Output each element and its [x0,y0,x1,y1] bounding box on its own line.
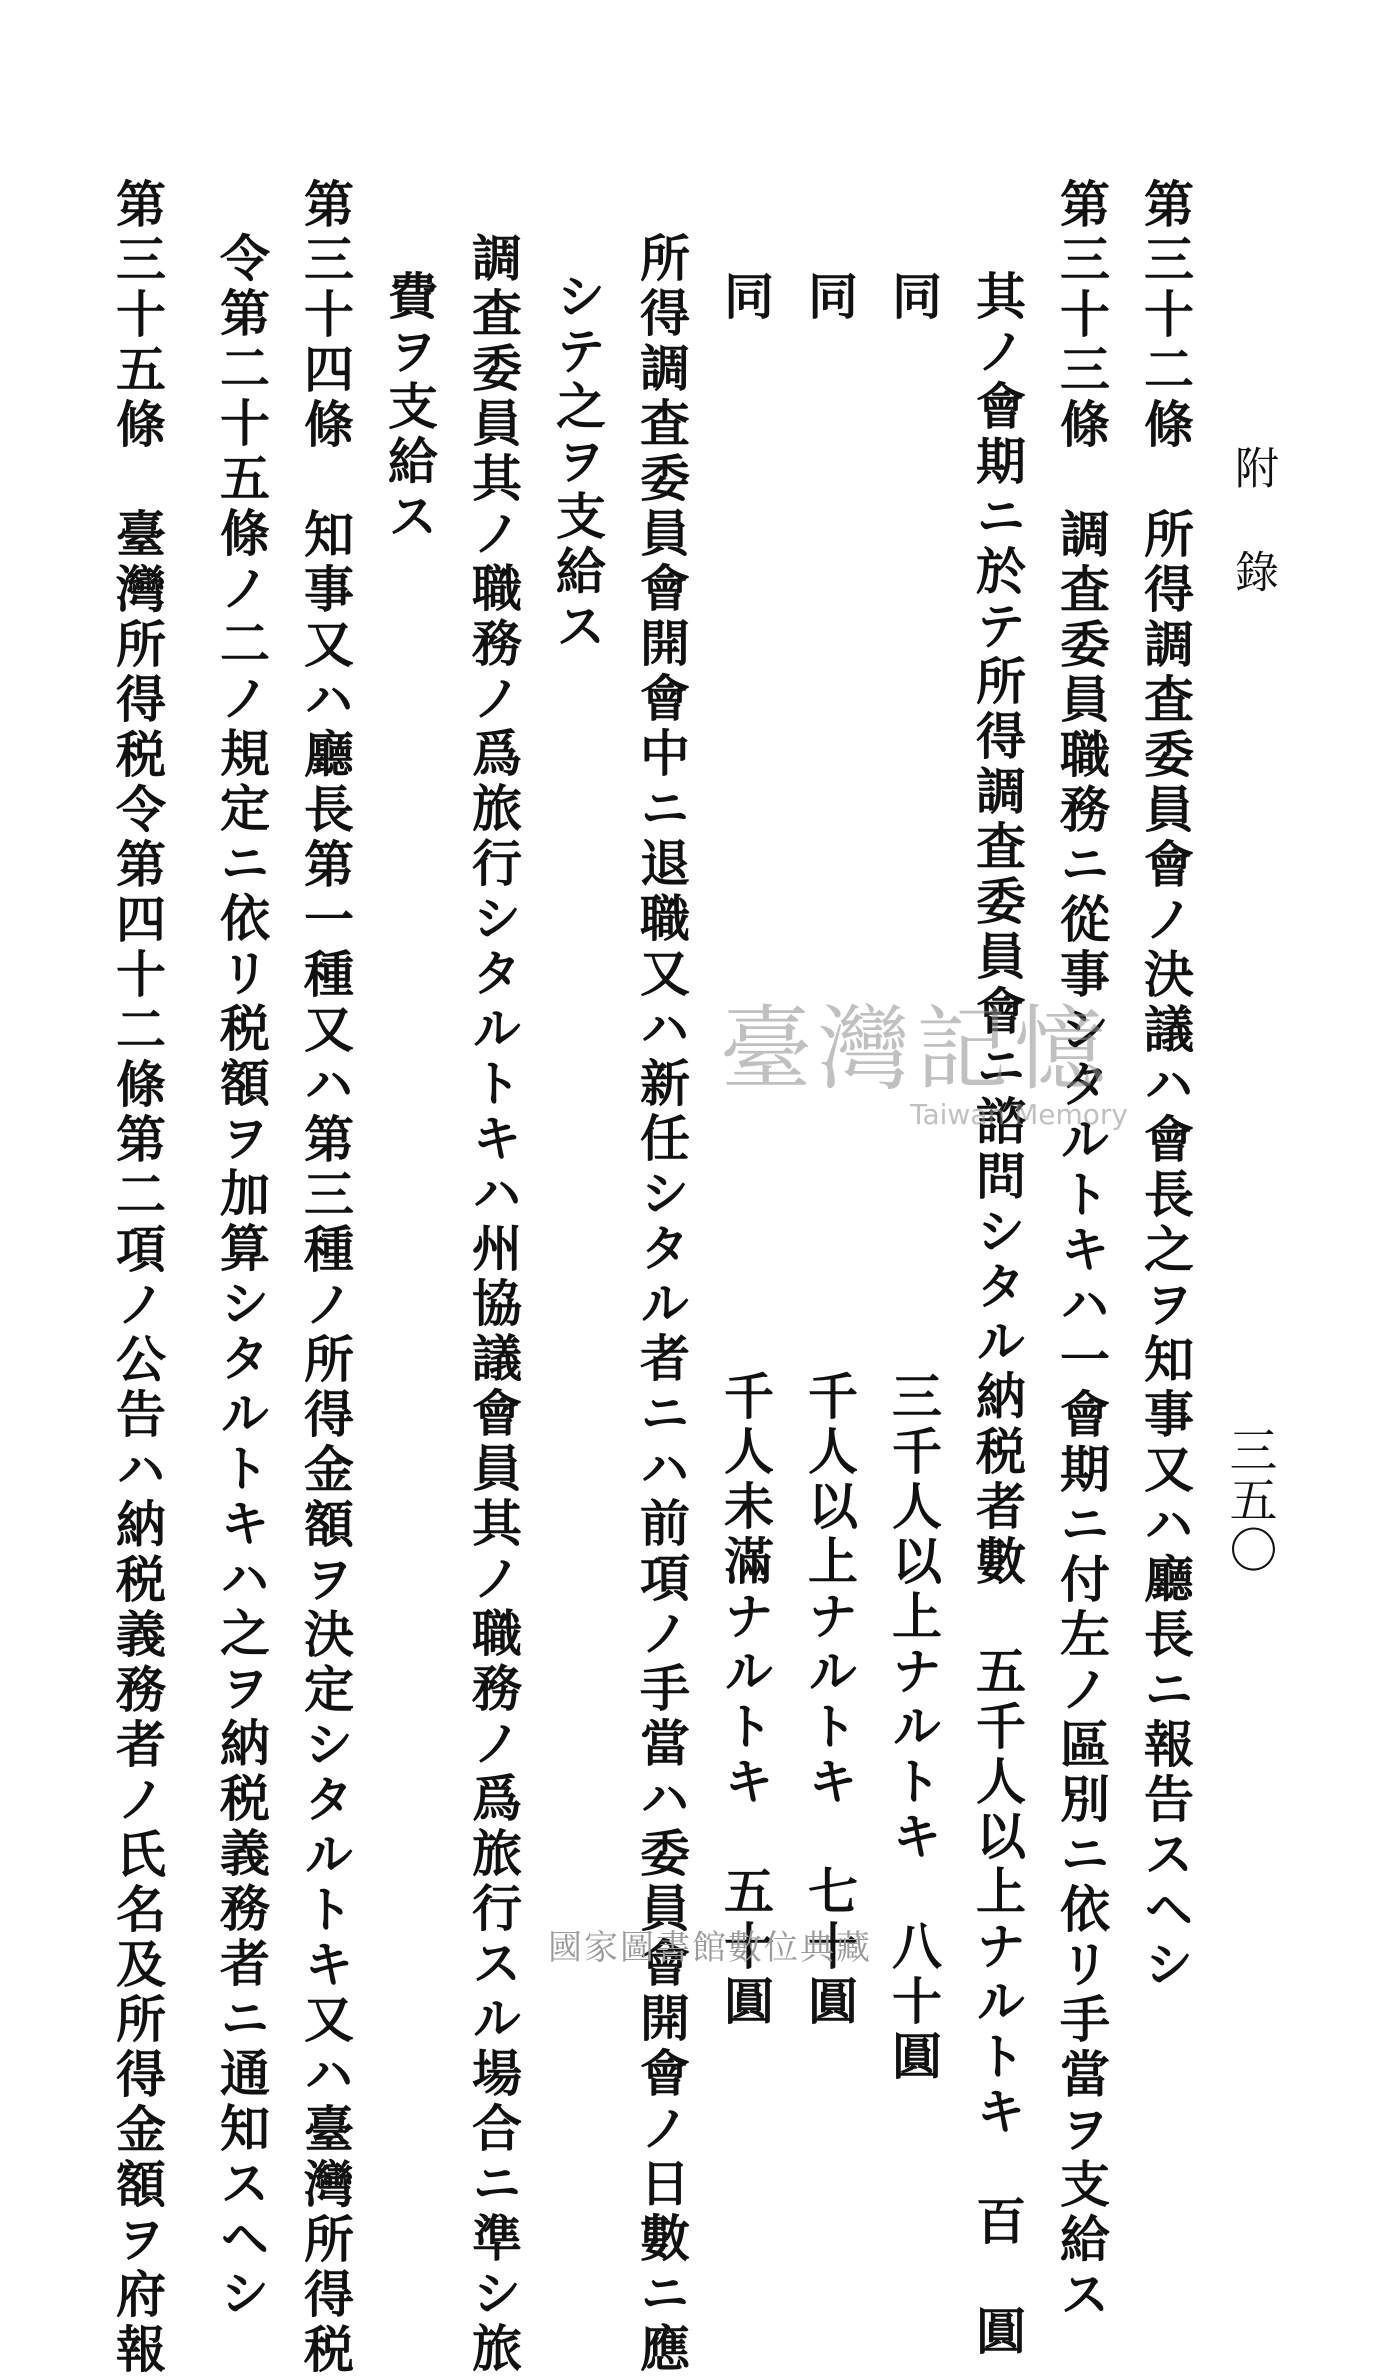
text-column-9: 調査委員其ノ職務ノ爲旅行シタルトキハ州協議會員其ノ職務ノ爲旅行スル場合ニ準シ旅 [464,232,523,2377]
watermark [720,996,1140,1131]
text-column-13: 第三十五條 臺灣所得税令第四十二條第二項ノ公告ハ納税義務者ノ氏名及所得金額ヲ府報 [108,178,167,2378]
section-header: 附錄 [1227,445,1278,653]
text-column-1: 第三十二條 所得調査委員會ノ決議ハ會長之ヲ知事又ハ廳長ニ報告スヘシ [1136,178,1195,1993]
text-column-6: 同 千人未滿ナルトキ 五十圓 [716,270,775,2030]
watermark-en: Taiwan Memory [910,1098,1128,1131]
text-column-4: 同 三千人以上ナルトキ 八十圓 [884,270,943,2085]
text-column-8: シテ之ヲ支給ス [548,270,607,655]
footer-credit: 國家圖書館數位典藏 [548,1928,872,1968]
text-column-11: 第三十四條 知事又ハ廳長第一種又ハ第三種ノ所得金額ヲ決定シタルトキ又ハ臺灣所得税 [296,178,355,2378]
text-column-7: 所得調査委員會開會中ニ退職又ハ新任シタル者ニハ前項ノ手當ハ委員會開會ノ日數ニ應 [632,232,691,2377]
watermark-cjk: 臺灣記憶 [720,996,1113,1103]
page-number: 三五〇 [1221,1425,1277,1575]
text-column-12: 令第二十五條ノ二ノ規定ニ依リ税額ヲ加算シタルトキハ之ヲ納税義務者ニ通知スヘシ [212,232,271,2322]
text-column-5: 同 千人以上ナルトキ 七十圓 [800,270,859,2030]
text-column-10: 費ヲ支給ス [380,270,439,545]
text-column-3: 其ノ會期ニ於テ所得調査委員會ニ諮問シタル納税者數 五千人以上ナルトキ 百 圓 [968,270,1027,2360]
text-column-2: 第三十三條 調査委員職務ニ從事シタルトキハ一會期ニ付左ノ區別ニ依リ手當ヲ支給ス [1052,178,1111,2323]
